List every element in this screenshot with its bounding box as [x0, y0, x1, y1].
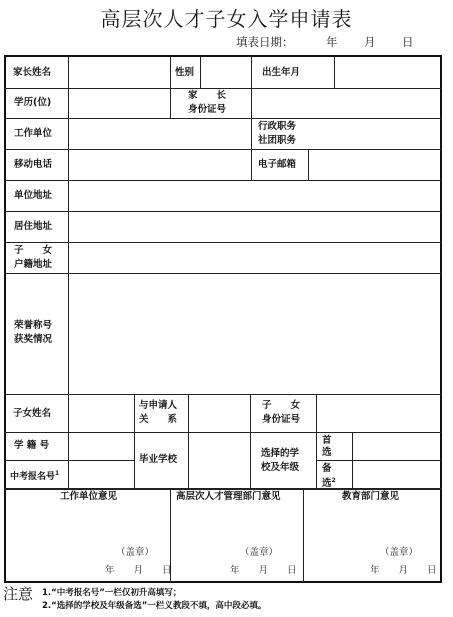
- col-line: [308, 149, 309, 180]
- label-parent-name: 家长姓名: [13, 67, 52, 78]
- label-first-line2: 选: [322, 447, 332, 458]
- note-item-1: 1.“中考报名号”一栏仅初升高填写；: [42, 588, 182, 598]
- label-education: 学历(位): [14, 97, 52, 108]
- note-item-2: 2.“选择的学校及年级备选”一栏义教段不填，高中段必填。: [42, 601, 267, 611]
- notes-title: 注意: [3, 585, 34, 603]
- row-line: [4, 242, 442, 243]
- label-second-line2: 选$^2$: [322, 477, 336, 490]
- opinion-education-dept-title: 教育部门意见: [342, 491, 400, 502]
- label-admin-post-line2: 社团职务: [258, 135, 297, 146]
- label-child-id-line1: 子 女: [262, 400, 301, 411]
- label-child-huji-line2: 户籍地址: [14, 259, 53, 270]
- label-student-no: 学 籍 号: [14, 440, 50, 451]
- row-line: [4, 432, 442, 433]
- opinion-work-unit-date: 年 月 日: [105, 565, 172, 576]
- fill-date-month: 月: [364, 35, 376, 49]
- label-choice-line2: 校及年级: [261, 462, 300, 473]
- row-line: [4, 180, 442, 181]
- col-line: [170, 57, 171, 88]
- row-line: [4, 118, 442, 119]
- opinion-talent-dept-date: 年 月 日: [230, 565, 297, 576]
- label-birth: 出生年月: [262, 67, 301, 78]
- col-line: [251, 88, 252, 180]
- opinion-talent-dept-title: 高层次人才管理部门意见: [176, 491, 281, 502]
- label-mobile: 移动电话: [14, 159, 53, 170]
- col-line: [188, 394, 189, 432]
- label-child-huji-line1: 子 女: [14, 245, 53, 256]
- col-line: [316, 394, 317, 488]
- label-child-id-line2: 身份证号: [262, 414, 301, 425]
- label-unit-address: 单位地址: [14, 190, 53, 201]
- form-title: 高层次人才子女入学申请表: [100, 7, 353, 31]
- row-line: [4, 460, 134, 461]
- opinion-talent-dept-stamp: （盖章）: [240, 547, 279, 558]
- row-line: [4, 394, 442, 395]
- col-line: [251, 57, 252, 88]
- col-line: [170, 88, 171, 118]
- label-gender: 性别: [175, 67, 195, 78]
- label-parent-id-line2: 身份证号: [188, 104, 227, 115]
- label-first-line1: 首: [322, 435, 332, 446]
- label-exam-no: 中考报名号$^1$: [10, 470, 60, 482]
- label-grad-school: 毕业学校: [139, 454, 178, 465]
- opinion-education-dept-stamp: （盖章）: [380, 547, 419, 558]
- label-relation-line2: 关 系: [139, 414, 178, 425]
- label-child-name: 子女姓名: [13, 408, 52, 419]
- label-choice-line1: 选择的学: [261, 448, 300, 459]
- col-line: [334, 57, 335, 88]
- fill-date-year: 年: [326, 35, 338, 49]
- label-parent-id-line1: 家 长: [188, 90, 227, 101]
- col-line: [134, 394, 135, 488]
- label-honors-line2: 获奖情况: [14, 334, 53, 345]
- application-form-table: [4, 55, 442, 583]
- opinion-work-unit-title: 工作单位意见: [60, 491, 118, 502]
- col-line: [200, 57, 201, 88]
- label-admin-post-line1: 行政职务: [258, 121, 297, 132]
- col-line: [68, 57, 69, 488]
- label-home-address: 居住地址: [14, 221, 53, 232]
- label-relation-line1: 与申请人: [139, 400, 178, 411]
- col-line: [352, 432, 353, 488]
- label-second-line1: 备: [322, 463, 332, 474]
- row-line: [4, 488, 442, 490]
- row-line: [4, 273, 442, 274]
- row-line: [4, 211, 442, 212]
- col-line: [250, 394, 251, 488]
- fill-date-day: 日: [402, 35, 414, 49]
- row-line: [4, 88, 442, 89]
- col-line: [303, 488, 304, 583]
- label-honors-line1: 荣誉称号: [14, 320, 53, 331]
- opinion-education-dept-date: 年 月 日: [370, 565, 437, 576]
- label-email: 电子邮箱: [258, 159, 297, 170]
- fill-date: [236, 34, 436, 48]
- col-line: [188, 432, 189, 488]
- row-line: [316, 460, 442, 461]
- fill-date-label: 填表日期：: [236, 35, 294, 49]
- label-work-unit: 工作单位: [14, 128, 53, 139]
- row-line: [4, 149, 442, 150]
- opinion-work-unit-stamp: （盖章）: [116, 547, 155, 558]
